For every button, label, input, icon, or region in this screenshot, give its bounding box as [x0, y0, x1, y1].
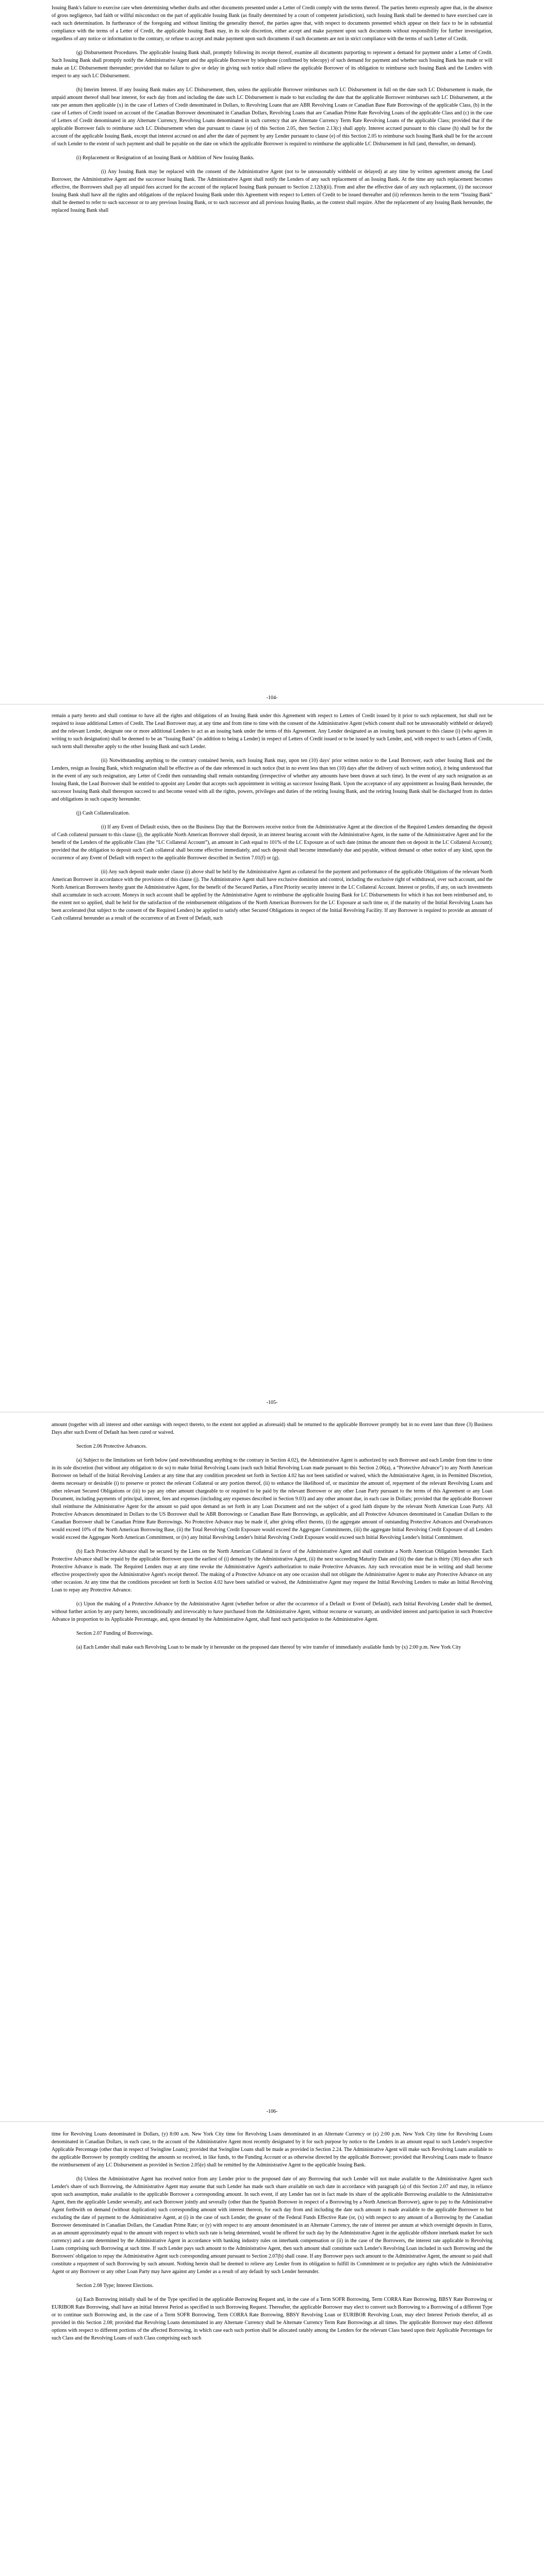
page-number: -104- [266, 695, 278, 701]
paragraph: (b) Each Protective Advance shall be secured by the Liens on the North American Collateral in favor of the Administrative Agent and shall constitute a North American Obligation hereunder. Each Protective Advance shall be repaid by the applicable Borrower upon the earliest of (i) demand by the Administrative Agent, (ii) the next succeeding Maturity Date and (iii) the date that is thirty (30) days after such Protective Advance is made. The Required Lenders may at any time revoke the Administrative Agent's authorization to make Protective Advances. Any such revocation must be in writing and shall become effective prospectively upon the Administrative Agent's receipt thereof. The making of a Protective Advance on any one occasion shall not obligate the Administrative Agent to make any Protective Advance on any other occasion. At any time that the conditions precedent set forth in Section 4.02 have been satisfied or waived, the Administrative Agent may request the Initial Revolving Lenders to make an Initial Revolving Loan to repay any Protective Advance. [52, 1549, 492, 1593]
page-divider [0, 1412, 544, 1413]
paragraph: Issuing Bank's failure to exercise care when determining whether drafts and other documents presented under a Letter of Credit comply with the terms thereof. The parties hereto expressly agree that, in the absence of gross negligence, bad faith or willful misconduct on the part of applicable Issuing Bank (as finally determined by a court of competent jurisdiction), such Issuing Bank shall be deemed to have exercised care in each such determination. In furtherance of the foregoing and without limiting the generality thereof, the parties agree that, with respect to documents presented which appear on their face to be in substantial compliance with the terms of a Letter of Credit, the applicable Issuing Bank may, in its sole discretion, either accept and make payment upon such documents without responsibility for further investigation, regardless of any notice or information to the contrary, or refuse to accept and make payment upon such documents if such documents are not in strict compliance with the terms of such Letter of Credit. [52, 5, 492, 42]
paragraph: remain a party hereto and shall continue to have all the rights and obligations of an Issuing Bank under this Agreement with respect to Letters of Credit issued by it prior to such replacement, but shall not be required to issue additional Letters of Credit. The Lead Borrower may, at any time and from time to time with the consent of the Administrative Agent (which consent shall not be unreasonably withheld or delayed) and the relevant Lender, designate one or more additional Lenders to act as an issuing bank under the terms of this Agreement. Any Lender designated as an issuing bank pursuant to this clause (i) (who agrees in writing to such designation) shall be deemed to be an “Issuing Bank” (in addition to being a Lender) in respect of Letters of Credit issued or to be issued by such Lender, and, with respect to such Letters of Credit, such term shall thereafter apply to the other Issuing Bank and such Lender. [52, 713, 492, 750]
paragraph: (ii) Notwithstanding anything to the contrary contained herein, each Issuing Bank may, upon ten (10) days' prior written notice to the Lead Borrower, each other Issuing Bank and the Lenders, resign as Issuing Bank, which resignation shall be effective as of the date referenced in such notice (but in no event less than ten (10) days after the delivery of such written notice), it being understood that in the event of any such resignation, any Letter of Credit then outstanding shall remain outstanding (irrespective of whether any amounts have been drawn at such time). In the event of any such resignation as an Issuing Bank, the Lead Borrower shall be entitled to appoint any Lender that accepts such appointment in writing as successor Issuing Bank. Upon the acceptance of any appointment as Issuing Bank hereunder, the successor Issuing Bank shall thereupon succeed to and become vested with all the rights, powers, privileges and duties of the retiring Issuing Bank, and the retiring Issuing Bank shall be discharged from its duties and obligations in such capacity hereunder. [52, 758, 492, 802]
section-heading: Section 2.06 Protective Advances. [76, 1444, 147, 1449]
paragraph: (i) Any Issuing Bank may be replaced with the consent of the Administrative Agent (not to be unreasonably withheld or delayed) at any time by written agreement among the Lead Borrower, the Administrative Agent and the successor Issuing Bank. The Administrative Agent shall notify the Lenders of any such replacement of an Issuing Bank. At the time any such replacement becomes effective, the Borrowers shall pay all unpaid fees accrued for the account of the replaced Issuing Bank pursuant to Section 2.12(b)(ii). From and after the effective date of any such replacement, (i) the successor Issuing Bank shall have all the rights and obligations of the replaced Issuing Bank under this Agreement with respect to Letters of Credit to be issued thereafter and (ii) references herein to the term “Issuing Bank” shall be deemed to refer to such successor or to any previous Issuing Bank, or to such successor and all previous Issuing Banks, as the context shall require. After the replacement of any Issuing Bank hereunder, the replaced Issuing Bank shall [52, 169, 492, 213]
paragraph: (g) Disbursement Procedures. The applicable Issuing Bank shall, promptly following its receipt thereof, examine all documents purporting to represent a demand for payment under a Letter of Credit. Such Issuing Bank shall promptly notify the Administrative Agent and the applicable Borrower by telephone (confirmed by telecopy) of such demand for payment and whether such Issuing Bank has made or will make an LC Disbursement thereunder; provided that no failure to give or delay in giving such notice shall relieve the applicable Borrower of its obligation to reimburse such Issuing Bank and the Lenders with respect to any such LC Disbursement. [52, 50, 492, 79]
page-divider [0, 2121, 544, 2122]
section-heading: Section 2.07 Funding of Borrowings. [76, 1631, 153, 1636]
page-number: -105- [266, 1400, 278, 1405]
page-104 [0, 0, 544, 693]
paragraph: (c) Upon the making of a Protective Advance by the Administrative Agent (whether before or after the occurrence of a Default or Event of Default), each Initial Revolving Lender shall be deemed, without further action by any party hereto, unconditionally and irrevocably to have purchased from the Administrative Agent, without recourse or warranty, an undivided interest and participation in such Protective Advance in proportion to its Applicable Percentage, and, upon demand by the Administrative Agent, shall fund such participation to the Administrative Agent. [52, 1601, 492, 1622]
paragraph: (j) Cash Collateralization. [76, 810, 130, 816]
paragraph: (b) Unless the Administrative Agent has received notice from any Lender prior to the proposed date of any Borrowing that such Lender will not make available to the Administrative Agent such Lender's share of such Borrowing, the Administrative Agent may assume that such Lender has made such share available on such date in accordance with paragraph (a) of this Section 2.07 and may, in reliance upon such assumption, make available to the applicable Borrower a corresponding amount. In such event, if any Lender has not in fact made its share of the applicable Borrowing available to the Administrative Agent, then the applicable Lender severally, and each Borrower jointly and severally (other than the Spanish Borrower in respect of a Borrowing by a North American Borrower), agree to pay to the Administrative Agent forthwith on demand (without duplication) such corresponding amount with interest thereon, for each day from and including the date such amount is made available to the applicable Borrower to but excluding the date of payment to the Administrative Agent, at (i) in the case of such Lender, the greater of the Federal Funds Effective Rate (or, (x) with respect to any amount of a Borrowing by the Canadian Borrower denominated in Canadian Dollars, the Canadian Prime Rate; or (y) with respect to any amount denominated in an Alternate Currency, the rate of interest per annum at which overnight deposits in Euros, as an amount approximately equal to the amount with respect to which such rate is being determined, would be offered for such day by the Administrative Agent in the applicable offshore interbank market for such currency) and a rate determined by the Administrative Agent in accordance with banking industry rules on interbank compensation or (ii) in the case of the Borrowers, the interest rate applicable to Revolving Loans comprising such Borrowing at such time. If such Lender pays such amount to the Administrative Agent, then such amount shall constitute such Lender's Revolving Loan included in such Borrowing and the Borrowers' obligation to repay the Administrative Agent such corresponding amount pursuant to Section 2.07(b) shall cease. If any Borrower pays such amount to the Administrative Agent, the amount so paid shall constitute a repayment of such Borrowing by such amount. Nothing herein shall be deemed to relieve any Lender from its obligation to fulfill its Commitment or to prejudice any rights which the Administrative Agent or any Borrower or any other Loan Party may have against any Lender as a result of any default by such Lender hereunder. [52, 2176, 492, 2275]
section-heading: Section 2.08 Type; Interest Elections. [76, 2283, 154, 2289]
paragraph: amount (together with all interest and other earnings with respect thereto, to the extent not applied as aforesaid) shall be returned to the applicable Borrower promptly but in no event later than three (3) Business Days after such Event of Default has been cured or waived. [52, 1422, 492, 1435]
paragraph: (a) Each Borrowing initially shall be of the Type specified in the applicable Borrowing Request and, in the case of a Term SOFR Borrowing, Term CORRA Rate Borrowing, BBSY Rate Borrowing or EURIBOR Rate Borrowing, shall have an initial Interest Period as specified in such Borrowing Request. Thereafter, the applicable Borrower may elect to convert such Borrowing to a Borrowing of a different Type or to continue such Borrowing and, in the case of a Term SOFR Borrowing, Term CORRA Rate Borrowing, BBSY Revolving Loan or EURIBOR Revolving Loan, may elect Interest Periods therefor, all as provided in this Section 2.08; provided that Revolving Loans denominated in any Alternate Currency shall be Alternate Currency Term Rate Borrowings at all times. The applicable Borrower may elect different options with respect to different portions of the affected Borrowing, in which case each such portion shall be allocated ratably among the Lenders for the relevant Class based upon their Applicable Percentages for such Class and the Revolving Loans of such Class comprising each such [52, 2297, 492, 2341]
page-divider [0, 704, 544, 705]
paragraph: (i) Replacement or Resignation of an Issuing Bank or Addition of New Issuing Banks. [76, 155, 254, 161]
paragraph: (h) Interim Interest. If any Issuing Bank makes any LC Disbursement, then, unless the applicable Borrower reimburses such LC Disbursement in full on the date such LC Disbursement is made, the unpaid amount thereof shall bear interest, for each day from and including the date such LC Disbursement is made to but excluding the date that the applicable Borrower reimburses such LC Disbursement, at the rate per annum then applicable (x) in the case of Letters of Credit denominated in Dollars, to Revolving Loans that are ABR Revolving Loans or Canadian Base Rate Borrowings of the applicable Class, (b) in the case of Letters of Credit issued on account of the Canadian Borrower denominated in Canadian Dollars, Revolving Loans that are Canadian Prime Rate Revolving Loans of the applicable Class and (c) in the case of Letters of Credit denominated in any Alternate Currency, Revolving Loans denominated in such currency that are Alternate Currency Term Rate Revolving Loans of the applicable Class; provided that if the applicable Borrower fails to reimburse such LC Disbursement when due pursuant to clause (e) of this Section 2.05, then Section 2.13(c) shall apply. Interest accrued pursuant to this clause (h) shall be for the account of the applicable Issuing Bank, except that interest accrued on and after the date of payment by any Lender pursuant to clause (e) of this Section 2.05 to reimburse such Issuing Bank shall be for the account of such Lender to the extent of such payment and shall be payable on the date on which the applicable Borrower is required to reimburse the applicable LC Disbursement in full (and, thereafter, on demand). [52, 87, 492, 147]
page-106 [0, 1416, 544, 2096]
page-107 [0, 2125, 544, 2576]
page-105 [0, 707, 544, 1391]
paragraph: (i) If any Event of Default exists, then on the Business Day that the Borrowers receive notice from the Administrative Agent at the direction of the Required Lenders demanding the deposit of Cash collateral pursuant to this clause (j), the applicable North American Borrower shall deposit, in an interest bearing account with the Administrative Agent, in the name of the Administrative Agent and for the benefit of the Lenders of the applicable Class (the “LC Collateral Account”), an amount in Cash equal to 101% of the LC Exposure as of such date (minus the amount then on deposit in the LC Collateral Account); provided that the obligation to deposit such Cash collateral shall become effective immediately, and such deposit shall become immediately due and payable, without demand or other notice of any kind, upon the occurrence of any Event of Default with respect to the applicable Borrower described in Section 7.01(f) or (g). [52, 824, 492, 861]
paragraph: (a) Subject to the limitations set forth below (and notwithstanding anything to the contrary in Section 4.02), the Administrative Agent is authorized by each Borrower and each Lender from time to time in its sole discretion (but without any obligation to do so) to make Initial Revolving Loans (each such Initial Revolving Loan made pursuant to this Section 2.06(a), a “Protective Advance”) to any North American Borrower on behalf of the Initial Revolving Lenders at any time that any condition precedent set forth in Section 4.02 has not been satisfied or waived, which the Administrative Agent, in its Permitted Discretion, deems necessary or desirable (i) to preserve or protect the relevant Collateral or any portion thereof, (ii) to enhance the likelihood of, or maximize the amount of, repayment of the relevant Revolving Loans and other relevant Secured Obligations or (iii) to pay any other amount chargeable to or required to be paid by the relevant Borrower or any other Loan Party pursuant to the terms of this Agreement or any Loan Document, including payments of principal, interest, fees and expenses (including any expenses described in Section 9.03) and any other amount due, in each case in Dollars; provided that the applicable Borrower shall reimburse the Administrative Agent for the amount so paid upon demand as set forth in any Loan Document and not the subject of a good faith dispute by the relevant North American Loan Party. All Protective Advances denominated in Dollars to the US Borrower shall be ABR Borrowings or Canadian Base Rate Borrowings, as applicable, and all Protective Advances denominated in Canadian Dollars to the Canadian Borrower shall be Canadian Prime Rate Borrowings. No Protective Advance may be made if, after giving effect thereto, (i) the aggregate amount of outstanding Protective Advances and Overadvances would exceed 10% of the North American Borrowing Base, (ii) the Total Revolving Credit Exposure would exceed the Aggregate Commitments, (iii) the aggregate Initial Revolving Credit Exposure of all Lenders would exceed the Aggregate North American Commitment, or (iv) any Initial Revolving Lender's Initial Revolving Credit Exposure would exceed such Initial Revolving Lender's Initial Commitment. [52, 1458, 492, 1540]
page-number: -106- [266, 2109, 278, 2114]
paragraph: time for Revolving Loans denominated in Dollars, (y) 8:00 a.m. New York City time for Revolving Loans denominated in an Alternate Currency or (z) 2:00 p.m. New York City time for Revolving Loans denominated in Canadian Dollars, in each case, to the account of the Administrative Agent most recently designated by it for such purpose by notice to the Lenders in an amount equal to such Lender's respective Applicable Percentage (other than in respect of Swingline Loans); provided that Swingline Loans shall be made as provided in Section 2.24. The Administrative Agent will make such Revolving Loans available to the applicable Borrower by promptly crediting the amounts so received, in like funds, to the Funding Account or as otherwise directed by the applicable Borrower; provided that Revolving Loans made to finance the reimbursement of any LC Disbursement as provided in Section 2.05(e) shall be remitted by the Administrative Agent to the applicable Issuing Bank. [52, 2131, 492, 2168]
paragraph: (ii) Any such deposit made under clause (i) above shall be held by the Administrative Agent as collateral for the payment and performance of the applicable Obligations of the relevant North American Borrower in accordance with the provisions of this clause (j). The Administrative Agent shall have exclusive dominion and control, including the exclusive right of withdrawal, over such account, and the North American Borrowers hereby grant the Administrative Agent, for the benefit of the Secured Parties, a First Priority security interest in the LC Collateral Account. Interest or profits, if any, on such investments shall accumulate in such account. Moneys in such account shall be applied by the Administrative Agent to reimburse the applicable Issuing Bank for LC Disbursements for which it has not been reimbursed and, to the extent not so applied, shall be held for the satisfaction of the reimbursement obligations of the North American Borrowers for the LC Exposure at such time or, if the maturity of the Initial Revolving Loans has been accelerated (but subject to the consent of the Required Lenders) be applied to satisfy other Secured Obligations in respect of the Initial Revolving Facility. If any Borrower is required to provide an amount of Cash collateral hereunder as a result of the occurrence of an Event of Default, such [52, 869, 492, 921]
paragraph: (a) Each Lender shall make each Revolving Loan to be made by it hereunder on the proposed date thereof by wire transfer of immediately available funds by (x) 2:00 p.m. New York City [76, 1645, 461, 1650]
